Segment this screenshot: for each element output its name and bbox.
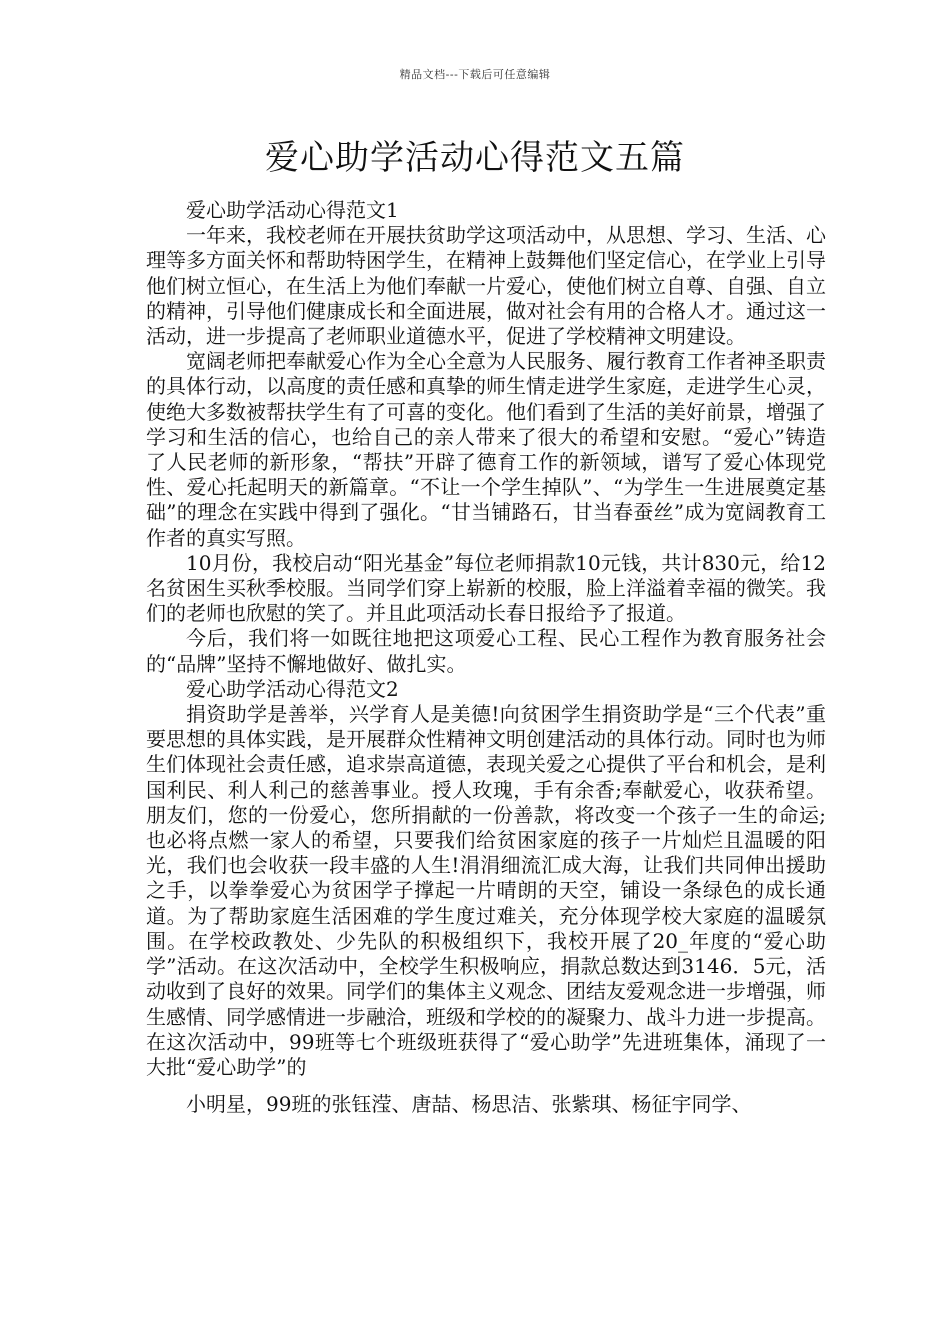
paragraph: 今后，我们将一如既往地把这项爱心工程、民心工程作为教育服务社会的“品牌”坚持不懈地做好、做扎实。 [146, 626, 826, 676]
paragraph: 10月份，我校启动“阳光基金”每位老师捐款10元钱，共计830元，给12名贫困生买秋季校服。当同学们穿上崭新的校服，脸上洋溢着幸福的微笑。我们的老师也欣慰的笑了。并且此项活动长春日报给予了报道。 [146, 550, 826, 626]
paragraph: 捐资助学是善举，兴学育人是美德!向贫困学生捐资助学是“三个代表”重要思想的具体实践，是开展群众性精神文明创建活动的具体行动。同时也为师生们体现社会责任感，追求崇高道德，表现关爱之心提供了平台和机会，是利国利民、利人利己的慈善事业。授人玫瑰，手有余香;奉献爱心，收获希望。朋友们，您的一份爱心，您所捐献的一份善款，将改变一个孩子一生的命运;也必将点燃一家人的希望，只要我们给贫困家庭的孩子一片灿烂且温暖的阳光，我们也会收获一段丰盛的人生!涓涓细流汇成大海，让我们共同伸出援助之手，以拳拳爱心为贫困学子撑起一片晴朗的天空，铺设一条绿色的成长通道。为了帮助家庭生活困难的学生度过难关，充分体现学校大家庭的温暖氛围。在学校政教处、少先队的积极组织下，我校开展了20_年度的“爱心助学”活动。在这次活动中，全校学生积极响应，捐款总数达到3146．5元，活动收到了良好的效果。同学们的集体主义观念、团结友爱观念进一步增强，师生感情、同学感情进一步融洽，班级和学校的的凝聚力、战斗力进一步提高。在这次活动中，99班等七个班级班获得了“爱心助学”先进班集体，涌现了一大批“爱心助学”的 [146, 702, 826, 1079]
section-heading-2: 爱心助学活动心得范文2 [186, 676, 399, 701]
paragraph: 一年来，我校老师在开展扶贫助学这项活动中，从思想、学习、生活、心理等多方面关怀和帮助特困学生，在精神上鼓舞他们坚定信心，在学业上引导他们树立恒心，在生活上为他们奉献一片爱心，使他们树立自尊、自强、自立的精神，引导他们健康成长和全面进展，做对社会有用的合格人才。通过这一活动，进一步提高了老师职业道德水平，促进了学校精神文明建设。 [146, 223, 826, 349]
paragraph: 小明星，99班的张钰滢、唐喆、杨思洁、张紫琪、杨征宇同学、 [186, 1092, 752, 1117]
document-title: 爱心助学活动心得范文五篇 [265, 138, 685, 178]
document-body [146, 198, 826, 1117]
paragraph: 宽阔老师把奉献爱心作为全心全意为人民服务、履行教育工作者神圣职责的具体行动，以高度的责任感和真挚的师生情走进学生家庭，走进学生心灵，使绝大多数被帮扶学生有了可喜的变化。他们看到了生活的美好前景，增强了学习和生活的信心，也给自己的亲人带来了很大的希望和安慰。“爱心”铸造了人民老师的新形象，“帮扶”开辟了德育工作的新领域，谱写了爱心体现党性、爱心托起明天的新篇章。“不让一个学生掉队”、“为学生一生进展奠定基础”的理念在实践中得到了强化。“甘当铺路石，甘当春蚕丝”成为宽阔教育工作者的真实写照。 [146, 349, 826, 550]
section-heading-1: 爱心助学活动心得范文1 [186, 198, 399, 222]
header-note: 精品文档---下载后可任意编辑 [399, 68, 551, 81]
